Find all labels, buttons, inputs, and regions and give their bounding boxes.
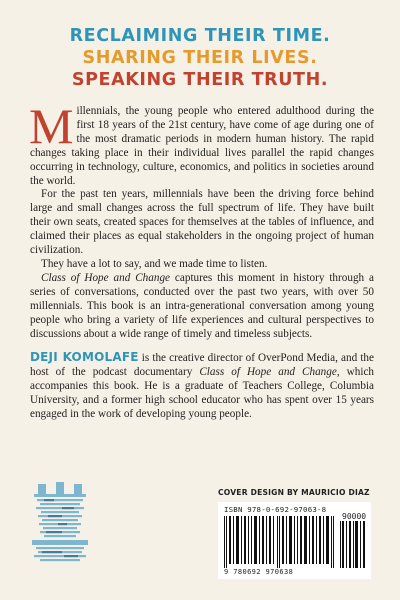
isbn-text: ISBN 978-0-692-97063-8 xyxy=(224,505,327,514)
paragraph-4-text: captures this moment in history through a series of conversations, conducted over the past two years, with over 50 millennials. This book is an intra-generational conversation among young people who bring a variety of life experiences and cultural perspectives to discussions about a wide range of timely and timeless subjects. xyxy=(30,271,374,340)
tagline-2: SHARING THEIR LIVES. xyxy=(82,48,318,68)
price-code: 90000 xyxy=(342,512,367,521)
crown-word-cloud-icon xyxy=(28,480,92,568)
author-bio-text-1: is the creative director of OverPond Media, and the host of the podcast documentary xyxy=(30,352,374,379)
paragraph-2: For the past ten years, millennials have been the driving force behind large and small changes across the full spectrum of life. They have built their own seats, created spaces for themselves at the tables of influence, and claimed their places as equal stakeholders in the ongoing project of human civilization. xyxy=(30,188,374,257)
paragraph-1 xyxy=(29,98,374,188)
author-bio-text-2: , which accompanies this book. He is a graduate of Teachers College, Columbia University, and a former high school educator who has spent over 15 years engaged in the work of developing young people. xyxy=(30,366,375,421)
author-name: DEJI KOMOLAFE xyxy=(30,350,139,365)
cover-design-credit: COVER DESIGN BY MAURICIO DIAZ xyxy=(218,488,370,497)
barcode-number: 9 780692 970638 xyxy=(224,568,294,576)
drop-cap: M xyxy=(29,98,74,154)
paragraph-1-text: illennials, the young people who entered adulthood during the first 18 years of the 21st century, have come of age during one of the most dramatic periods in modern human history. The rapid changes taking place in their individual lives parallel the rapid changes occurring in technology, culture, economics, and politics in societies around the world. xyxy=(30,105,374,187)
barcode-bars xyxy=(224,516,336,568)
taglines xyxy=(0,25,400,91)
paragraph-3: They have a lot to say, and we made time to listen. xyxy=(41,257,268,270)
paragraph-4 xyxy=(30,272,374,342)
barcode xyxy=(218,502,371,579)
price-barcode-bars xyxy=(340,521,366,568)
podcast-title: Class of Hope and Change xyxy=(199,366,337,379)
tagline-1: RECLAIMING THEIR TIME. xyxy=(69,26,331,46)
book-title-italic: Class of Hope and Change xyxy=(41,271,171,284)
author-bio xyxy=(30,351,374,422)
book-description xyxy=(29,98,375,422)
tagline-3: SPEAKING THEIR TRUTH. xyxy=(71,70,329,90)
